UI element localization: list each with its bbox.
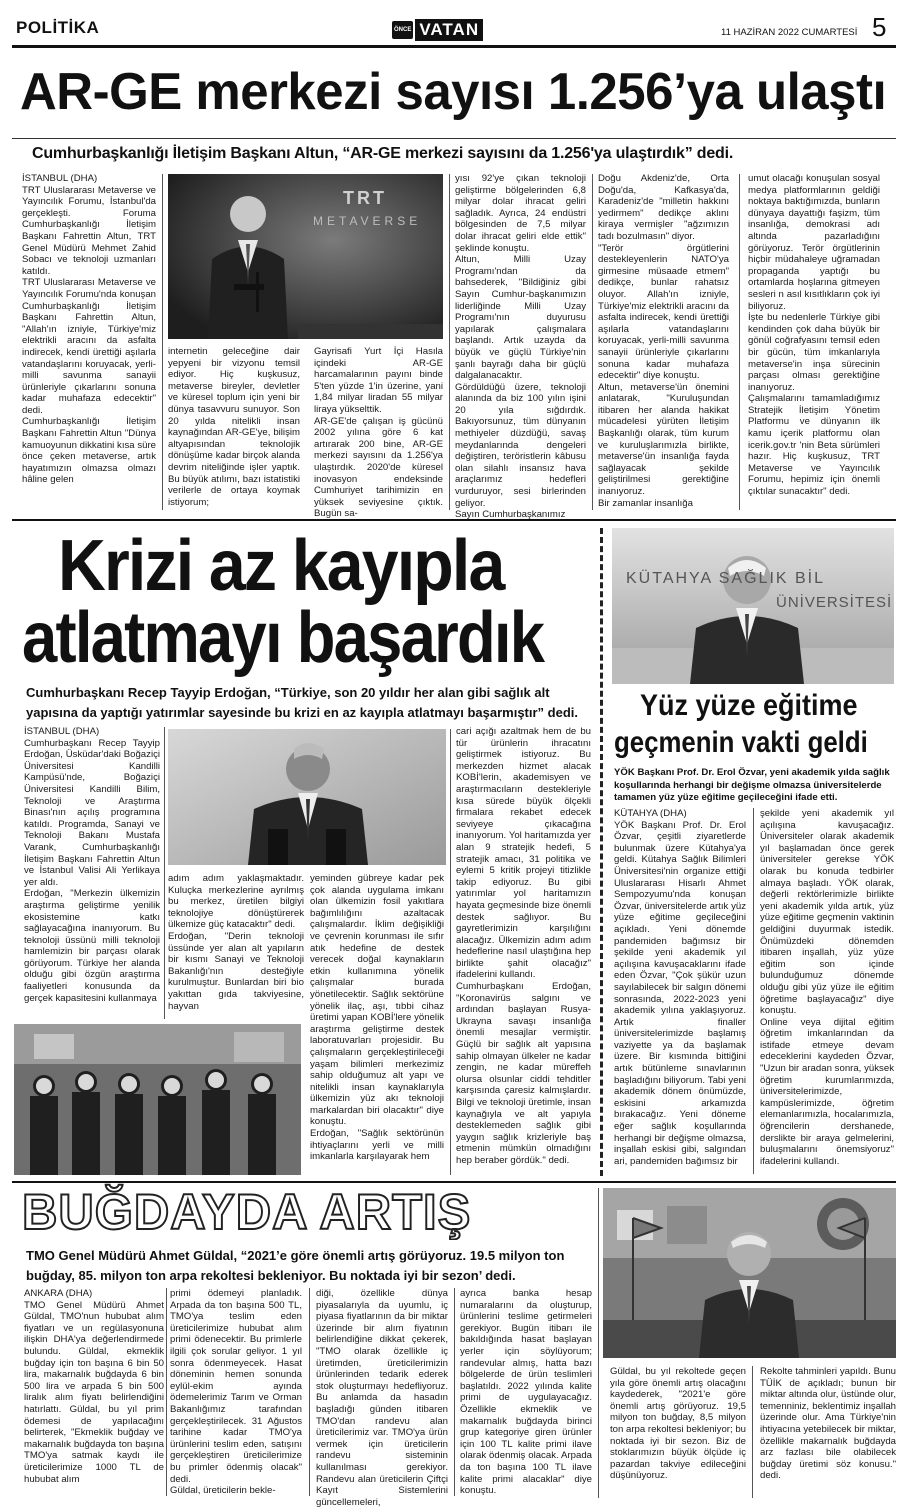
col-rule [449, 174, 450, 510]
column-6: Rekolte tahminleri yapıldı. Bunu TÜİK de açıkladı; bunun bir miktar altında olur, üstünde olur, temenniniz, beklentimiz inşallah üzerinde olur. Ama Türkiye'nin ihtiyacına yetebilecek bir miktar, özellikle makarnalık buğdayda arz fazlası bile olabilecek buğday üretimi söz konusu." dedi. [760, 1366, 896, 1482]
column-4: ayrıca banka hesap numaralarını da oluşturup, ürünlerini teslime getirmeleri gerekiyor. Bugün itibarı ile bakıldığında hasat başlayan yerler için söylüyorum; randevular almış, hatta bazı bölgelerde de ürün teslimleri başlatıldı. 2022 yılında kalite primi de uygulayacağız. Özellikle ekmeklik ve makarnalık buğdayda birinci grup kategoriye giren ürünler için 100 TL kalite primi ilave olarak ödenmiş olacak. Arpada da ton başına 100 TL ilave kalite primi alacaklar" diye konuştu. [460, 1288, 592, 1497]
section-rule [12, 519, 896, 521]
page-header [0, 0, 907, 44]
headline: BUĞDAYDA ARTIŞ [22, 1184, 472, 1240]
col-rule [739, 174, 740, 510]
col-rule [753, 808, 754, 1174]
photo-ozvar [612, 528, 894, 684]
column-5: Güldal, bu yıl rekoltede geçen yıla göre önemli artış olacağını kaydederek, "2021'e göre önemli artış görüyoruz. 19,5 milyon ton buğday, 8,5 milyon ton arpa rekoltesi bekleniyor; bu noktada iyi bir sezon. Biz de stoklarımızın büyük ölçüde iç pazardan takviye edileceğini düşünüyoruz. [610, 1366, 746, 1482]
col-rule [598, 1188, 599, 1498]
column-2: primi ödemeyi planladık. Arpada da ton başına 500 TL, TMO'ya teslim eden üreticilerimize hububat alım primi ödenecektir. Bu primlerle ilgili çok sorular geliyor. 1 yıl sonra ödenmeyecek. Hasat döneminin hemen sonunda eylül-ekim ayında ödemelerimiz Tarım ve Orman Bakanlığımız tarafından gerçekleştirilecek. 31 Ağustos tarihine kadar TMO'ya ürünlerini teslim eden, satışını gerçekleştiren üreticilerimize bu primler ödenmiş olacak" dedi. Güldal, üreticilerin bekle- [170, 1288, 302, 1497]
story-divider-dashed [600, 528, 603, 1176]
page-number: 5 [872, 12, 887, 42]
deck: Cumhurbaşkanlığı İletişim Başkanı Altun, “AR-GE merkezi sayısını da 1.256'ya ulaştırdık” dedi. [32, 145, 734, 162]
photo-guldal [603, 1188, 896, 1358]
section-label: POLİTİKA [16, 18, 100, 37]
col-rule [592, 174, 593, 510]
column-6: umut olacağı konuşulan sosyal medya platformlarının geldiği noktaya baktığımızda, bunların dünyaya dayattığı faşizm, tüm insanlığa, demokrasi adı altında pazarladığını görüyoruz. Terör örgütlerinin hiçbir müdahaleye uğramadan propaganda yaptığı bu ortamlarda hoşlarına gitmeyen sesleri n asıl kısıtlıkların çok iyi biliyoruz. İşte bu nedenlerle Türkiye gibi kendinden çok daha büyük bir gönül coğrafyasını temsil eden bir gücün, tüm imkanlarıyla metaverse'in inşa sürecinin parçası olması gerektiğine inanıyoruz. Çalışmalarını tamamladığımız Stratejik İletişim Yönetim Platformu ve dünyanın ilk kamu içerik platformu olan icerik.gov.tr 'nin Beta sürümleri hazır. Hiç kuşkusuz, TRT Metaverse ve Yayıncılık Forumu, hepimiz için önemli çıktılar sunacaktır" dedi. [748, 173, 880, 498]
column-3: diği, özellikle dünya piyasalarıyla da uyumlu, iç piyasa fiyatlarının da bir miktar üzerinde bir alım fiyatının belirlendiğine dikkat çekerek, "TMO olarak özellikle iç üretimden, üreticilerimizin ürünlerinden tedarik ederek stok oluşturmayı hedefliyoruz. Bu anlamda da hasadın başladığı günden itibaren TMO'dan randevu alan üreticilerimiz var. TMO'ya ürün vermek için üreticilerin randevu sisteminin kullanılması gerekiyor. Randevu alan üreticilerin Çiftçi Kayıt Sistemlerini güncellemeleri, [316, 1288, 448, 1508]
photo-caption-metaverse: METAVERSE [313, 214, 422, 228]
deck: YÖK Başkanı Prof. Dr. Erol Özvar, yeni akademik yılda sağlık koşullarında herhangi bir değişme olmazsa üniversitelerde tamamen yüz yüze eğitime geçileceğini ifade etti. [614, 767, 890, 803]
col-rule [164, 727, 165, 1019]
logo-badge: ÖNCE [392, 21, 413, 39]
headline: AR-GE merkezi sayısı 1.256’ya ulaştı [20, 63, 887, 121]
column-1: KÜTAHYA (DHA) YÖK Başkanı Prof. Dr. Erol Özvar, çeşitli ziyaretlerde bulunmak üzere Kütahya'ya geldi. Kütahya Sağlık Bilimleri Üniversitesi'nin organize ettiği Uluslararası Hisarlı Ahmet Sempozyumu'nda konuşan Özvar, üniversitelerde artık yüz yüze eğitime geçileceğini açıkladı. Yeni dönemde pandemiden bağımsız bir şekilde yeni akademik yıl açılışına kavuşacaklarını ifade eden Özvar, "Çok şükür uzun sayılabilecek bir salgın dönemi sonrasında, 2022-2023 yeni akademik yılına yaklaşıyoruz. Artık finaller üniversitelerimizde başlamış vaziyette ya da başlamak üzere. Bir kısmında bittiğini artık bütünleme sınavlarının başladığını biliyorum. Tabi yeni akademik dönem önümüzde, eskisini arkamızda bırakacağız. Yeni döneme eğer sağlık koşullarında herhangi bir değişme olmazsa, inşallah eskisi gibi, salgından ari, pandemiden bağımsız bir [614, 808, 746, 1167]
headline-line-1: Yüz yüze eğitime [640, 689, 858, 722]
photo-erdogan-visit [14, 1024, 301, 1175]
deck: Cumhurbaşkanı Recep Tayyip Erdoğan, “Türkiye, son 20 yıldır her alan gibi sağlık alt yapısına da yaptığı yatırımlar sayesinde bu krizi en az kayıpla atlatmayı başarmıştır” dedi. [26, 685, 579, 720]
col-rule [454, 1288, 455, 1496]
column-3: Gayrisafi Yurt İçi Hasıla içindeki AR-GE harcamalarının payını binde 5'ten yüzde 1'in üzerine, yani 1,84 milyar liradan 55 milyar liraya yükselttik. AR-GE'de çalışan iş gücünü 2002 yılına göre 6 kat artırarak 200 bine, AR-GE merkezi sayısını da 1.256'ya ulaştırdık. 2020'de küresel inovasyon endeksinde Cumhuriyet tarihimizin en yüksek seviyesine çıktık. Bugün sa- [314, 346, 443, 520]
column-4: yısı 92'ye çıkan teknoloji geliştirme bölgelerinden 6,8 milyar dolar ihracat geliri sağladık. Ayrıca, 24 endüstri bölgesinden de 7,5 milyar dolar ihracat geliri elde ettik" şeklinde konuştu. Altun, Milli Uzay Programı'ndan da bahsederek, "Bildiğiniz gibi Sayın Cumhur-başkanımızın liderliğinde Milli Uzay Programı'nın duyurusu yapılarak çalışmalara başlandı. Artık uzayda da büyük ve güçlü Türkiye'nin şanlı bayrağı daha bir güçlü dalgalanacaktır. Gördüldüğü üzere, teknoloji alanında da biz 100 yılın işini 20 yıla sığdırdık. Bakıyorsunuz, tüm dünyanın methiyeler düzdüğü, savaş meydanlarında dengeleri değiştiren, teröristlerin kâbusu olan silahlı insansız hava araçlarımız hedefleri vurduruyor, sesi birlerinden geliyor. Sayın Cumhurbaşkanımız [455, 173, 586, 521]
headline-line-2: atlatmayı başardık [22, 598, 544, 678]
headline-line-1: Krizi az kayıpla [58, 526, 504, 606]
col-rule [450, 729, 451, 1175]
col-rule [309, 1288, 310, 1496]
issue-date: 11 HAZİRAN 2022 CUMARTESİ [721, 27, 858, 38]
column-4: cari açığı azaltmak hem de bu tür ürünlerin ihracatını geliştirmek istiyoruz. Bu merkezden hizmet alacak KOBİ'lerin, akademisyen ve araştırmacıların destekleriyle kısa sürede büyük ölçekli firmalara rekabet edecek seviyeye çıkacağına inanıyorum. Yol haritamızda yer alan 9 stratejik hedefi, 5 stratejik amacı, 31 politika ve eylemi 5 kritik projeyi titizlikle takip ediyoruz. Bu gibi yatırımlar yol haritamızın hayata geçmesinde bize önemli destek sağlıyor. Bu gayretlerimizin karşılığını alacağız. Ülkemizin adım adım hedeflerine nasıl ulaştığına hep birlikte şahit olacağız" ifadelerini kullandı. Cumhurbaşkanı Erdoğan, "Koronavirüs salgını ve ardından başlayan Rusya-Ukrayna savaşı insanlığa önemli mesajlar vermiştir. Güçlü bir sağlık alt yapısına sahip olmayan ülkeler ne kadar zengin, ne kadar müreffeh olursa olsunlar ciddi tehditler karşısında çaresiz kalmışlardır. Bilgi ve teknoloji üretimle, insan kaynağıyla ve alt yapıyla desteklemeden sağlık gibi yaygın sağlık krizleriyle baş etmenin mümkün olmadığını hep beraber gördük." dedi. [456, 726, 591, 1166]
photo-sign-line-2: ÜNİVERSİTESİ [776, 594, 893, 611]
column-1: İSTANBUL (DHA) Cumhurbaşkanı Recep Tayyip Erdoğan, Üsküdar'daki Boğaziçi Üniversitesi Kandilli Kampüsü'nde, Boğaziçi Üniversitesi Kandilli Bilim, Teknoloji ve Araştırma Binası'nın açılış programına katıldı. Programda, Sanayi ve Teknoloji Bakanı Mustafa Varank, Cumhurbaşkanlığı İletişim Başkanı Fahrettin Altun ve İstanbul Valisi Ali Yerlikaya yer aldı. Erdoğan, "Merkezin ülkemizin araştırma geliştirme yenilik ekosistemine katkı sağlayacağına inanıyorum. Bu teknoloji üssünü milli teknoloji hamlemizin bir parçası olarak görüyorum. Türkiye her alanda olduğu gibi özgün araştırma faaliyetleri konusunda da gerçek kapasitesini kullanmaya [24, 726, 160, 1004]
deck: TMO Genel Müdürü Ahmet Güldal, “2021’e göre önemli artış görüyoruz. 19.5 milyon ton buğday, 85. milyon ton arpa rekoltesi bekleniyor. Bu noktada iyi bir sezon’ dedi. [26, 1248, 565, 1283]
column-5: Doğu Akdeniz'de, Orta Doğu'da, Kafkasya'da, Karadeniz'de "milletin hakkını yedirmem" dedikçe aklını kiraya vermişler "ağzımızın tadı bozulmasın" diyor. "Terör örgütlerini destekleyenlerin NATO'ya girmesine müsaade etmem" dedikçe, bunlar rahatsız oluyor. Allah'ın izniyle, Türkiye'miz elektrikli aracını da asfalta indirecek, kendi ürettiği aşılarla vatandaşlarını koruyacak, yerli-milli savunma sanayii ürünleriyle çıkarlarını sonuna kadar muhafaza edecektir" diye konuştu. Altun, metaverse'ün önemini anlatarak, "Kuruluşundan itibaren her alanda hakikat mücadelesi yürüten İletişim Başkanlığı olarak, tüm kurum ve kuruluşlarımızla birlikte, metaverse'ün insanlığa fayda sağlayacak şekilde geliştirilmesi gerektiğine inanıyoruz. Bir zamanlar insanlığa [598, 173, 729, 509]
column-2: adım adım yaklaşmaktadır. Kuluçka merkezlerine ayrılmış bu merkez, üretilen bilgiyi teknolojiye dönüştürerek ülkemize güç katacaktır" dedi. Erdoğan, "Derin teknoloji üssünde yer alan alt yapıların bir kısmı Sanayi ve Teknoloji Bakanlığı'nın desteğiyle kurulmuştur. Bunlardan biri bio yakıttan gıda takviyesine, hayvan [168, 873, 304, 1012]
photo-sign-line-1: KÜTAHYA SAĞLIK BİL [626, 570, 826, 587]
column-3: yeminden gübreye kadar pek çok alanda uygulama imkanı olan ülkemizin fosil yakıtlara bağımlılığını azaltacak çalışmalardır. İklim değişikliği ve çevrenin korunması ile sıfır atık hedefine de destek verecek doğal kaynakların etkin kullanımına yönelik çalışmalar burada yönetilecektir. Sağlık sektörüne yönelik ilaç, aşı, tıbbi cihaz üretimi yapan KOBİ'lere yönelik araştırma geliştirme destek laboratuvarları projesidir. Bu çalışmaların gerçekleştirileceği yaşam bilimleri merkezimiz sahip olduğumuz alt yapı ve nitelikli insan kaynaklarıyla ülkemizin yüz akı teknoloji markalardan biri olacaktır" diye konuştu. Erdoğan, "Sağlık sektörünün ihtiyaçlarını yerli ve milli imkanlarla karşılayarak hem [310, 873, 444, 1163]
photo-erdogan-speech [168, 729, 446, 865]
col-rule [162, 174, 163, 510]
column-2: internetin geleceğine dair yepyeni bir vizyonu temsil ediyor. Hiç kuşkusuz, metaverse bireyler, devletler ve küresel toplum için yeni bir dünya tasavvuru sunuyor. Son 20 yılda nitelikli insan kaynağından AR-GE'ye, bilişim altyapısından teknolojik dönüşüme kadar birçok alanda devrim niteliğinde işler yaptık. Bu büyük atılımı, bazı istatistiki verilerle de ortaya koymak istiyorum; [168, 346, 300, 508]
headline-line-2: geçmenin vakti geldi [614, 726, 868, 759]
divider [12, 138, 896, 139]
photo-altun-metaverse [168, 174, 443, 339]
column-1: ANKARA (DHA) TMO Genel Müdürü Ahmet Güldal, TMO'nun hububat alım fiyatları ve un regülasyonuna ilişkin DHA'ya değerlendirmede bulundu. Güldal, ekmeklik buğday için ton başına 6 bin 50 lira, makarnalık buğdayda 6 bin 500 lira ve arpada 5 bin 500 liralık alım fiyatı belirlendiğini hatırlattı. Güldal, bu yıl prim ödemesi de yapılacağını belirterek, "Ekmeklik buğday ve makarnalık buğdayda ton başına TMO'ya satmak kaydı ile üreticilerimize 1000 TL de hububat alım [24, 1288, 164, 1485]
col-rule [752, 1366, 753, 1498]
logo-wordmark: VATAN [415, 19, 483, 41]
photo-caption-trt: TRT [343, 188, 387, 208]
col-rule [166, 1288, 167, 1496]
newspaper-logo [392, 20, 483, 40]
column-2: şekilde yeni akademik yıl açılışına kavuşacağız. Üniversiteler olarak akademik yıl başlamadan önce gerek üniversiteler gerekse YÖK olarak bu konuda tedbirler almaya başladı. YÖK olarak, değerli rektörlerimizle birlikte yeni akademik yılda artık, yüz yüze eğitime geçmenin vaktinin geldiğini duyurmak istedik. Önümüzdeki dönemden itibaren inşallah, yüz yüze eğitim son içinde bulunduğumuz dönemde olduğu gibi yüz yüze ile eğitim öğretime başlayacağız" diye konuştu. Online veya dijital eğitim öğretim imkanlarından da istifade etmeye devam edeceklerini kaydeden Özvar, "Uzun bir aradan sonra, yüksek öğretim kurumlarımızda, üniversitelerimizde, kampüslerimizde, öğretim elemanlarımızla, hocalarımızla, öğrencilerin dershanede, derslikte bir araya gelmelerini, buluşmalarını önemsiyoruz" ifadelerini kullandı. [760, 808, 894, 1167]
header-rule [12, 45, 896, 48]
section-rule [12, 1181, 896, 1183]
column-1: İSTANBUL (DHA) TRT Uluslararası Metaverse ve Yayıncılık Forumu, İstanbul'da gerçekleşti. Foruma Cumhurbaşkanlığı İletişim Başkanı Fahrettin Altun, TRT Genel Müdürü Mehmet Zahid Sobacı ve teknoloji uzmanları katıldı. TRT Uluslararası Metaverse ve Yayıncılık Forumu'nda konuşan Cumhurbaşkanlığı İletişim Başkanı Fahrettin Altun, "Allah'ın izniyle, Türkiye'miz elektrikli aracını da asfalta indirecek, kendi ürettiği aşılarla vatandaşlarını koruyacak, yerli-milli savunma sanayii ürünleriyle çıkarlarını sonuna kadar muhafaza edecektir" dedi. Cumhurbaşkanlığı İletişim Başkanı Fahrettin Altun "Dünya kamuoyunun dikkatini kısa süre önce çeken metaverse, artık hayatımızın olmazsa olmazı hâline gelen [22, 173, 156, 486]
